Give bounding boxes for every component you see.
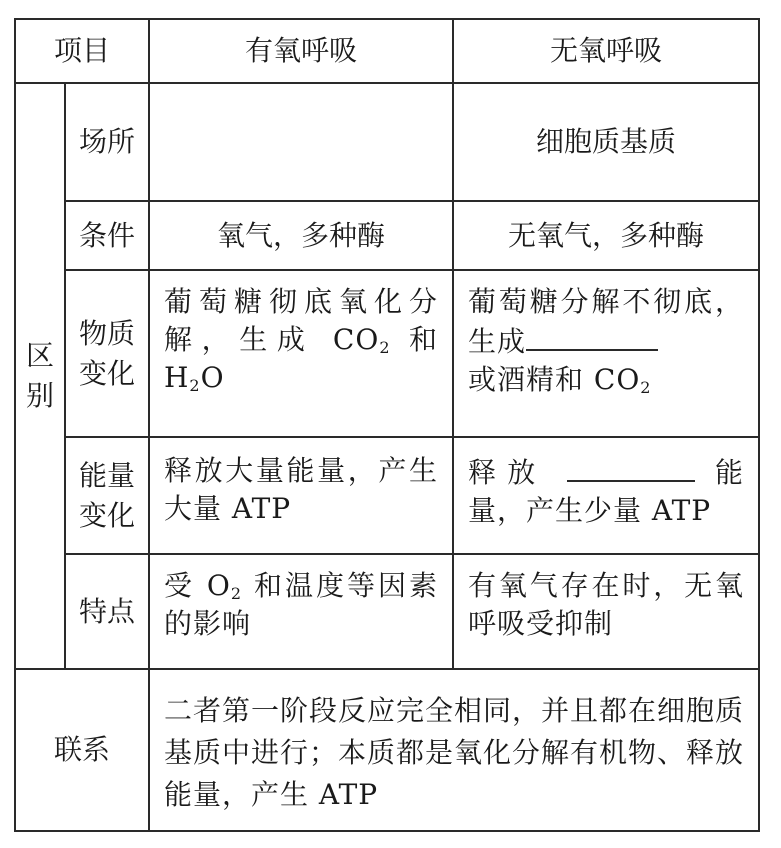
border-right (758, 18, 760, 832)
header-aerobic: 有氧呼吸 (244, 34, 357, 67)
respiration-comparison-table (14, 18, 760, 832)
conditions-aerobic: 氧气，多种酶 (216, 218, 385, 252)
row-label-conditions: 条件 (78, 218, 135, 252)
features-aerobic: 受 $O_2$ 和温度等因素的影响 (164, 569, 438, 640)
row-label-material: 物质 变化 (78, 316, 135, 390)
material-anaerobic: 葡萄糖分解不彻底，生成 或酒精和 $CO_2$ (468, 285, 744, 397)
row-label-energy: 能量 变化 (78, 458, 135, 532)
header-anaerobic: 无氧呼吸 (549, 34, 662, 67)
border-bottom (14, 830, 760, 832)
energy-aerobic: 释放大量能量，产生大量 ATP (164, 454, 438, 525)
row-label-features: 特点 (78, 594, 135, 628)
row-label-location: 场所 (78, 125, 135, 158)
features-anaerobic: 有氧气存在时，无氧呼吸受抑制 (468, 569, 744, 640)
difference-label (16, 84, 64, 668)
conditions-anaerobic: 无氧气，多种酶 (507, 218, 704, 252)
energy-anaerobic: 释放 能量，产生少量 ATP (454, 438, 758, 553)
difference-label-char-1: 区 (25, 339, 54, 372)
difference-label-char-2: 别 (25, 379, 54, 412)
connection-text: 二者第一阶段反应完全相同，并且都在细胞质基质中进行；本质都是氧化分解有机物、释放能量，产生 ATP (164, 694, 745, 811)
location-anaerobic: 细胞质基质 (535, 125, 676, 158)
material-aerobic: 葡萄糖彻底氧化分解，生成 $CO_2$ 和 $H_2O$ (164, 285, 439, 395)
connection-label: 联系 (53, 733, 110, 766)
fill-in-blank-product (526, 321, 658, 351)
header-item: 项目 (53, 34, 110, 67)
location-aerobic (150, 84, 452, 200)
fill-in-blank-energy (567, 452, 695, 482)
